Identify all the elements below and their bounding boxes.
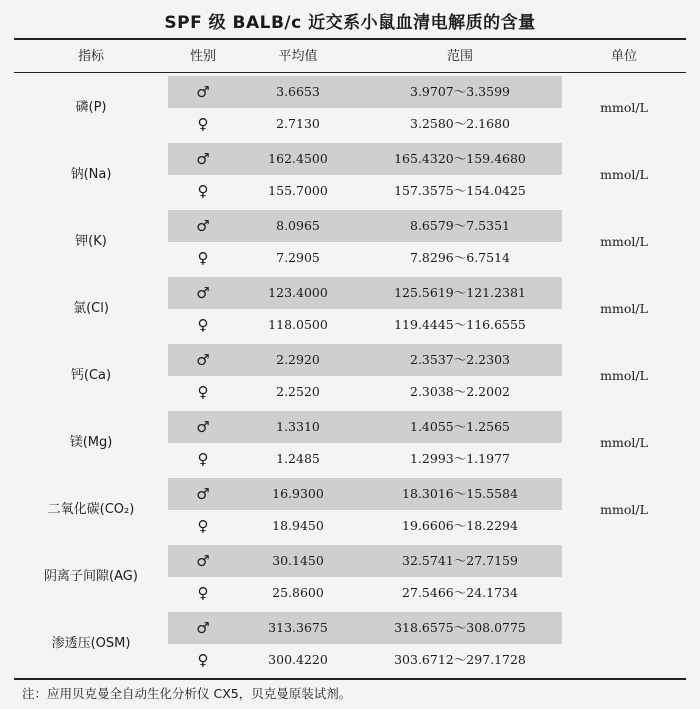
sex-symbol: ♂ bbox=[196, 284, 210, 302]
range-value: 303.6712～297.1728 bbox=[394, 652, 526, 667]
indicator-name: 钾(K) bbox=[75, 234, 107, 249]
top-rule bbox=[14, 38, 686, 40]
header-mean: 平均值 bbox=[278, 49, 318, 64]
indicator-name: 氯(Cl) bbox=[73, 301, 109, 316]
indicator-name: 镁(Mg) bbox=[69, 435, 113, 450]
sex-symbol: ♀ bbox=[197, 651, 209, 669]
indicator-name: 阴离子间隙(AG) bbox=[44, 569, 138, 584]
range-value: 318.6575～308.0775 bbox=[394, 620, 526, 635]
range-value: 125.5619～121.2381 bbox=[394, 285, 526, 300]
mean-value: 3.6653 bbox=[276, 84, 320, 99]
header-sex: 性别 bbox=[189, 49, 216, 64]
range-value: 32.5741～27.7159 bbox=[402, 553, 518, 568]
range-value: 18.3016～15.5584 bbox=[402, 486, 518, 501]
table-row bbox=[14, 141, 686, 208]
range-value: 1.4055～1.2565 bbox=[410, 419, 510, 434]
mean-value: 2.7130 bbox=[276, 116, 320, 131]
range-value: 1.2993～1.1977 bbox=[410, 451, 510, 466]
range-value: 7.8296～6.7514 bbox=[410, 250, 510, 265]
mean-value: 8.0965 bbox=[276, 218, 320, 233]
mean-value: 123.4000 bbox=[268, 285, 328, 300]
header-unit: 单位 bbox=[610, 49, 637, 64]
mean-value: 7.2905 bbox=[276, 250, 320, 265]
range-value: 3.2580～2.1680 bbox=[410, 116, 510, 131]
unit-value bbox=[562, 543, 686, 610]
sex-symbol: ♂ bbox=[196, 619, 210, 637]
header-rule bbox=[14, 72, 686, 73]
sex-symbol: ♂ bbox=[196, 351, 210, 369]
range-value: 3.9707～3.3599 bbox=[410, 84, 510, 99]
sex-symbol: ♀ bbox=[197, 584, 209, 602]
mean-value: 1.2485 bbox=[276, 451, 320, 466]
header-indicator: 指标 bbox=[77, 49, 104, 64]
table-row bbox=[14, 208, 686, 275]
sex-symbol: ♂ bbox=[196, 217, 210, 235]
sex-symbol: ♀ bbox=[197, 249, 209, 267]
range-value: 157.3575～154.0425 bbox=[394, 183, 526, 198]
indicator-name: 磷(P) bbox=[75, 100, 107, 115]
sex-symbol: ♂ bbox=[196, 418, 210, 436]
mean-value: 25.8600 bbox=[272, 585, 324, 600]
range-value: 119.4445～116.6555 bbox=[394, 317, 526, 332]
mean-value: 155.7000 bbox=[268, 183, 328, 198]
sex-symbol: ♀ bbox=[197, 182, 209, 200]
unit-value: mmol/L bbox=[600, 435, 648, 450]
range-value: 19.6606～18.2294 bbox=[402, 518, 518, 533]
unit-value: mmol/L bbox=[600, 234, 648, 249]
sex-symbol: ♀ bbox=[197, 115, 209, 133]
mean-value: 300.4220 bbox=[268, 652, 328, 667]
range-value: 27.5466～24.1734 bbox=[402, 585, 518, 600]
sex-symbol: ♂ bbox=[196, 485, 210, 503]
unit-value: mmol/L bbox=[600, 100, 648, 115]
table-row bbox=[14, 476, 686, 543]
mean-value: 18.9450 bbox=[272, 518, 324, 533]
mean-value: 2.2520 bbox=[276, 384, 320, 399]
table-row bbox=[14, 610, 686, 677]
mean-value: 118.0500 bbox=[268, 317, 328, 332]
mean-value: 1.3310 bbox=[276, 419, 320, 434]
unit-value: mmol/L bbox=[600, 301, 648, 316]
unit-value bbox=[562, 610, 686, 677]
sex-symbol: ♀ bbox=[197, 316, 209, 334]
sex-symbol: ♀ bbox=[197, 450, 209, 468]
sex-symbol: ♂ bbox=[196, 83, 210, 101]
sex-symbol: ♀ bbox=[197, 517, 209, 535]
unit-value: mmol/L bbox=[600, 167, 648, 182]
range-value: 2.3038～2.2002 bbox=[410, 384, 510, 399]
table-row bbox=[14, 409, 686, 476]
table-row bbox=[14, 342, 686, 409]
mean-value: 162.4500 bbox=[268, 151, 328, 166]
range-value: 165.4320～159.4680 bbox=[394, 151, 526, 166]
bottom-rule bbox=[14, 678, 686, 680]
table-row bbox=[14, 275, 686, 342]
indicator-name: 钠(Na) bbox=[70, 167, 112, 182]
table-row bbox=[14, 74, 686, 141]
table-row bbox=[14, 543, 686, 610]
header-range: 范围 bbox=[446, 49, 473, 64]
range-value: 8.6579～7.5351 bbox=[410, 218, 510, 233]
sex-symbol: ♂ bbox=[196, 150, 210, 168]
sex-symbol: ♀ bbox=[197, 383, 209, 401]
table-footnote: 注：应用贝克曼全自动生化分析仪 CX5，贝克曼原装试剂。 bbox=[22, 686, 352, 701]
unit-value: mmol/L bbox=[600, 502, 648, 517]
indicator-name: 二氧化碳(CO₂) bbox=[47, 502, 135, 517]
sex-symbol: ♂ bbox=[196, 552, 210, 570]
mean-value: 2.2920 bbox=[276, 352, 320, 367]
mean-value: 30.1450 bbox=[272, 553, 324, 568]
indicator-name: 渗透压(OSM) bbox=[51, 636, 131, 651]
mean-value: 16.9300 bbox=[272, 486, 324, 501]
indicator-name: 钙(Ca) bbox=[70, 368, 112, 383]
table-body bbox=[14, 74, 686, 677]
table-title: SPF 级 BALB/c 近交系小鼠血清电解质的含量 bbox=[164, 13, 536, 33]
mean-value: 313.3675 bbox=[268, 620, 328, 635]
range-value: 2.3537～2.2303 bbox=[410, 352, 510, 367]
unit-value: mmol/L bbox=[600, 368, 648, 383]
